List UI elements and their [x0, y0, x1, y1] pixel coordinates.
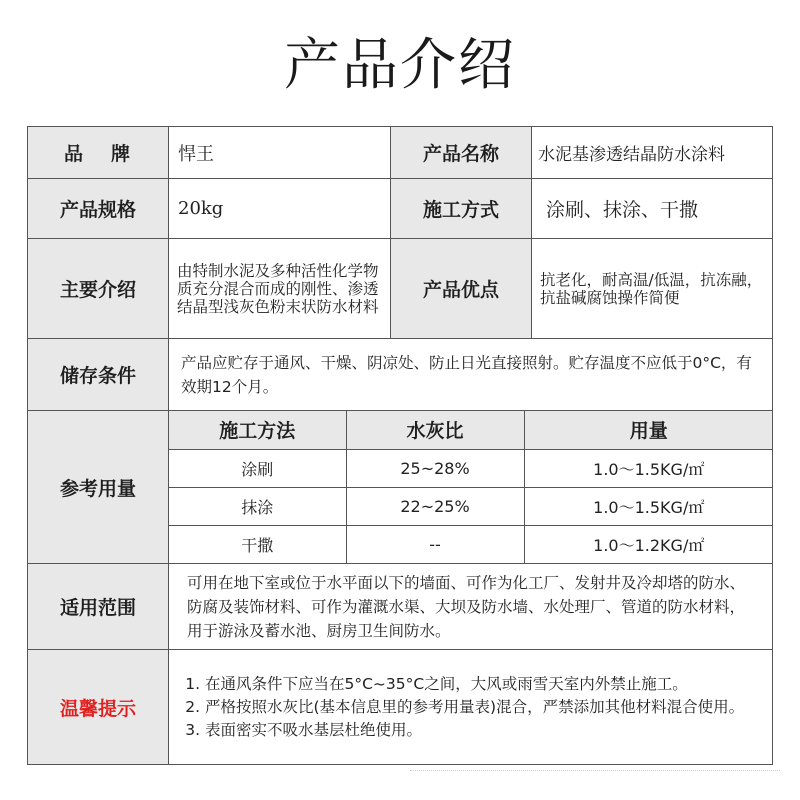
usage-amount-cell: 1.0～1.2KG/㎡	[524, 525, 773, 563]
model-label: 产品规格	[28, 179, 169, 239]
page-title: 产品介绍	[284, 33, 516, 98]
usage-method-cell: 涂刷	[169, 449, 346, 487]
usage-method-cell: 抹涂	[169, 487, 346, 525]
advantage-value: 抗老化，耐高温/低温，抗冻融，抗盐碱腐蚀操作简便	[532, 239, 773, 339]
scope-value: 可用在地下室或位于水平面以下的墙面、可作为化工厂、发射井及冷却塔的防水、防腐及装饰材料、可作为灌溉水渠、大坝及防水墙、水处理厂、管道的防水材料，用于游泳及蓄水池、厨房卫生间防水。	[169, 564, 773, 650]
method-label: 施工方式	[391, 179, 532, 239]
usage-header-amount: 用量	[524, 411, 773, 449]
tips-label: 温馨提示	[28, 650, 169, 765]
brand-row	[28, 127, 773, 179]
storage-row	[28, 339, 773, 411]
model-row	[28, 179, 773, 239]
usage-ratio-cell: 25~28%	[346, 449, 524, 487]
footer-divider	[410, 770, 780, 775]
brand-label: 品牌	[28, 127, 169, 179]
storage-label: 储存条件	[28, 339, 169, 411]
usage-amount-cell: 1.0～1.5KG/㎡	[524, 449, 773, 487]
usage-method-cell: 干撒	[241, 535, 274, 555]
usage-table	[169, 411, 773, 563]
usage-amount-cell: 1.0～1.5KG/㎡	[524, 487, 773, 525]
advantage-label: 产品优点	[391, 239, 532, 339]
usage-label: 参考用量	[28, 411, 169, 564]
tips-row	[28, 650, 773, 765]
usage-table-header	[169, 411, 773, 449]
list-item: 1. 在通风条件下应当在5°C~35°C之间，大风或雨雪天室内外禁止施工。	[205, 673, 766, 696]
brand-value: 悍王	[169, 127, 391, 179]
scope-row	[28, 564, 773, 650]
intro-value: 由特制水泥及多种活性化学物质充分混合而成的刚性、渗透结晶型浅灰色粉末状防水材料	[169, 239, 391, 339]
usage-table-cell	[169, 411, 773, 564]
list-item: 3. 表面密实不吸水基层杜绝使用。	[205, 719, 766, 742]
tips-list	[183, 673, 766, 742]
model-value: 20kg	[169, 179, 391, 239]
usage-ratio-cell: --	[346, 525, 524, 563]
intro-label: 主要介绍	[28, 239, 169, 339]
usage-ratio-cell: 22~25%	[346, 487, 524, 525]
usage-row	[28, 411, 773, 564]
product-name-value: 水泥基渗透结晶防水涂料	[532, 127, 773, 179]
intro-row	[28, 239, 773, 339]
storage-value: 产品应贮存于通风、干燥、阴凉处、防止日光直接照射。贮存温度不应低于0°C，有效期12个月。	[169, 339, 773, 411]
product-name-label: 产品名称	[391, 127, 532, 179]
table-row	[169, 487, 773, 525]
usage-header-method: 施工方法	[169, 411, 346, 449]
usage-header-ratio: 水灰比	[346, 411, 524, 449]
method-value: 涂刷、抹涂、干撒	[532, 179, 773, 239]
tips-cell	[169, 650, 773, 765]
product-spec-table	[27, 126, 773, 765]
scope-label: 适用范围	[28, 564, 169, 650]
list-item: 2. 严格按照水灰比(基本信息里的参考用量表)混合，严禁添加其他材料混合使用。	[205, 696, 766, 719]
table-row	[169, 525, 773, 563]
table-row	[169, 449, 773, 487]
